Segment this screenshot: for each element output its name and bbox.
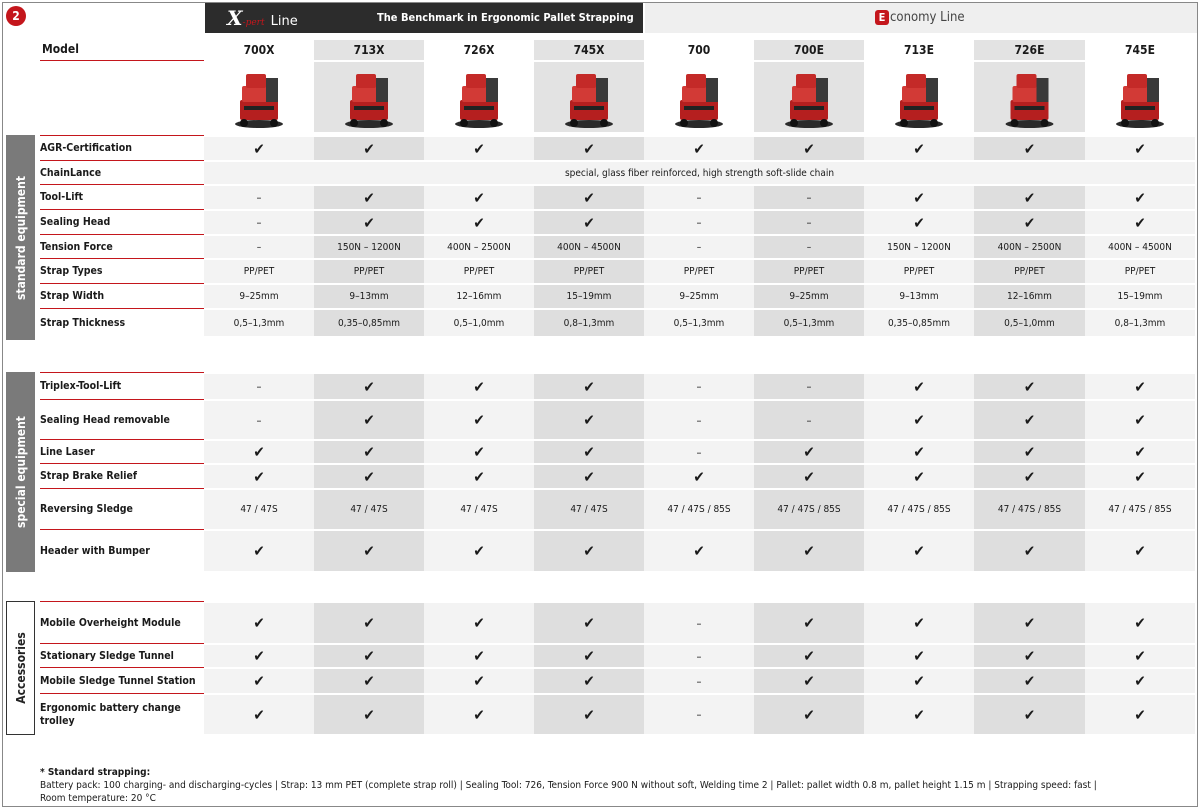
cell-triplex-tool-lift-726x: ✔: [424, 374, 534, 399]
xpert-logo-x: X: [227, 6, 243, 30]
row-rule: [40, 399, 204, 400]
cell-strap-width-700x: 9–25mm: [204, 285, 314, 308]
cell-agr-certification-745x: ✔: [534, 137, 644, 160]
cell-sealing-head-713e: ✔: [864, 211, 974, 234]
cell-triplex-tool-lift-700e: –: [754, 374, 864, 399]
cell-strap-brake-relief-700: ✔: [644, 465, 754, 488]
cell-tool-lift-700x: –: [204, 186, 314, 209]
cell-strap-width-745x: 15–19mm: [534, 285, 644, 308]
cell-tension-force-713e: 150N – 1200N: [864, 236, 974, 258]
row-rule: [40, 693, 204, 694]
row-label-chainlance: ChainLance: [40, 166, 102, 179]
cell-strap-thickness-745x: 0,8–1,3mm: [534, 310, 644, 336]
section-tab-label: special equipment: [13, 416, 28, 528]
cell-line-laser-700x: ✔: [204, 441, 314, 463]
machine-image-700x: [204, 62, 314, 132]
cell-mobile-sledge-tunnel-station-700: –: [644, 669, 754, 693]
row-rule: [40, 209, 204, 210]
cell-triplex-tool-lift-713e: ✔: [864, 374, 974, 399]
cell-stationary-sledge-tunnel-713x: ✔: [314, 645, 424, 667]
cell-header-with-bumper-745x: ✔: [534, 531, 644, 571]
cell-strap-thickness-700: 0,5–1,3mm: [644, 310, 754, 336]
cell-tool-lift-726e: ✔: [974, 186, 1085, 209]
economy-line-logo: [875, 10, 965, 25]
model-label: Model: [42, 42, 79, 56]
row-rule: [40, 308, 204, 309]
cell-strap-width-700: 9–25mm: [644, 285, 754, 308]
xpert-logo-line: Line: [270, 14, 298, 29]
cell-strap-types-726x: PP/PET: [424, 260, 534, 283]
cell-ergonomic-battery-change-trolley-745x: ✔: [534, 695, 644, 734]
cell-strap-brake-relief-745x: ✔: [534, 465, 644, 488]
cell-reversing-sledge-713e: 47 / 47S / 85S: [864, 490, 974, 529]
cell-strap-types-745e: PP/PET: [1085, 260, 1195, 283]
cell-triplex-tool-lift-700x: –: [204, 374, 314, 399]
section-tab-label: standard equipment: [13, 175, 28, 300]
row-rule: [40, 160, 204, 161]
cell-strap-width-726e: 12–16mm: [974, 285, 1085, 308]
cell-mobile-overheight-module-700: –: [644, 603, 754, 643]
cell-agr-certification-700x: ✔: [204, 137, 314, 160]
cell-mobile-sledge-tunnel-station-726x: ✔: [424, 669, 534, 693]
cell-strap-types-700: PP/PET: [644, 260, 754, 283]
cell-stationary-sledge-tunnel-745x: ✔: [534, 645, 644, 667]
cell-stationary-sledge-tunnel-700: –: [644, 645, 754, 667]
cell-tool-lift-745e: ✔: [1085, 186, 1195, 209]
row-label-strap-width: Strap Width: [40, 290, 105, 302]
cell-strap-types-700e: PP/PET: [754, 260, 864, 283]
cell-tool-lift-745x: ✔: [534, 186, 644, 209]
row-label-line-laser: Line Laser: [40, 445, 95, 458]
cell-sealing-head-removable-700e: –: [754, 401, 864, 439]
cell-strap-thickness-700e: 0,5–1,3mm: [754, 310, 864, 336]
model-header-745x: 745X: [534, 40, 644, 60]
cell-ergonomic-battery-change-trolley-700: –: [644, 695, 754, 734]
cell-strap-width-700e: 9–25mm: [754, 285, 864, 308]
model-header-700x: 700X: [243, 43, 275, 57]
cell-strap-brake-relief-745e: ✔: [1085, 465, 1195, 488]
cell-tension-force-700: –: [644, 236, 754, 258]
row-rule: [40, 463, 204, 464]
cell-mobile-sledge-tunnel-station-745e: ✔: [1085, 669, 1195, 693]
cell-mobile-overheight-module-700e: ✔: [754, 603, 864, 643]
cell-strap-width-713x: 9–13mm: [314, 285, 424, 308]
footnote-line-2: Room temperature: 20 °C: [40, 793, 156, 804]
row-label-reversing-sledge: Reversing Sledge: [40, 503, 133, 515]
economy-logo-text: conomy Line: [890, 10, 965, 25]
cell-strap-brake-relief-713x: ✔: [314, 465, 424, 488]
cell-agr-certification-745e: ✔: [1085, 137, 1195, 160]
cell-strap-types-713x: PP/PET: [314, 260, 424, 283]
cell-line-laser-745x: ✔: [534, 441, 644, 463]
cell-tension-force-726e: 400N – 2500N: [974, 236, 1085, 258]
machine-image-700: [644, 62, 754, 132]
cell-agr-certification-726x: ✔: [424, 137, 534, 160]
model-header-726x: 726X: [463, 43, 495, 57]
cell-mobile-sledge-tunnel-station-713x: ✔: [314, 669, 424, 693]
machine-image-700e: [754, 62, 864, 132]
economy-line-header: [645, 3, 1197, 33]
section-tab-standard-equipment: [6, 135, 35, 340]
cell-strap-thickness-726x: 0,5–1,0mm: [424, 310, 534, 336]
cell-strap-types-713e: PP/PET: [864, 260, 974, 283]
cell-stationary-sledge-tunnel-700x: ✔: [204, 645, 314, 667]
cell-header-with-bumper-745e: ✔: [1085, 531, 1195, 571]
model-header-726e: 726E: [974, 40, 1085, 60]
cell-tool-lift-700e: –: [754, 186, 864, 209]
machine-image-713x: [314, 62, 424, 132]
cell-header-with-bumper-726x: ✔: [424, 531, 534, 571]
cell-tool-lift-726x: ✔: [424, 186, 534, 209]
cell-tool-lift-713e: ✔: [864, 186, 974, 209]
row-rule: [40, 184, 204, 185]
row-rule: [40, 529, 204, 530]
cell-stationary-sledge-tunnel-700e: ✔: [754, 645, 864, 667]
cell-strap-types-700x: PP/PET: [204, 260, 314, 283]
cell-chainlance-all: special, glass fiber reinforced, high strength soft-slide chain: [564, 167, 835, 179]
cell-agr-certification-700e: ✔: [754, 137, 864, 160]
cell-stationary-sledge-tunnel-713e: ✔: [864, 645, 974, 667]
cell-mobile-overheight-module-745e: ✔: [1085, 603, 1195, 643]
row-label-strap-types: Strap Types: [40, 265, 103, 277]
cell-mobile-overheight-module-713x: ✔: [314, 603, 424, 643]
row-rule: [40, 135, 204, 136]
cell-strap-types-745x: PP/PET: [534, 260, 644, 283]
cell-sealing-head-removable-713x: ✔: [314, 401, 424, 439]
xpert-line-tagline: The Benchmark in Ergonomic Pallet Strapping: [377, 11, 634, 24]
cell-strap-brake-relief-700e: ✔: [754, 465, 864, 488]
cell-mobile-sledge-tunnel-station-726e: ✔: [974, 669, 1085, 693]
row-label-header-with-bumper: Header with Bumper: [40, 544, 150, 557]
cell-reversing-sledge-713x: 47 / 47S: [314, 490, 424, 529]
section-tab-accessories: [6, 601, 35, 735]
cell-sealing-head-removable-745e: ✔: [1085, 401, 1195, 439]
cell-line-laser-726e: ✔: [974, 441, 1085, 463]
cell-agr-certification-700: ✔: [644, 137, 754, 160]
row-label-strap-thickness: Strap Thickness: [40, 316, 126, 329]
machine-image-726x: [424, 62, 534, 132]
cell-mobile-overheight-module-726e: ✔: [974, 603, 1085, 643]
row-label-sealing-head-removable: Sealing Head removable: [40, 413, 170, 426]
cell-stationary-sledge-tunnel-726x: ✔: [424, 645, 534, 667]
row-rule: [40, 283, 204, 284]
row-label-strap-brake-relief: Strap Brake Relief: [40, 470, 137, 482]
row-label-mobile-sledge-tunnel-station: Mobile Sledge Tunnel Station: [40, 674, 196, 687]
xpert-line-header: [205, 3, 643, 33]
cell-strap-thickness-745e: 0,8–1,3mm: [1085, 310, 1195, 336]
page-number-badge: 2: [6, 6, 26, 26]
model-header-745e: 745E: [1125, 43, 1155, 57]
row-label-triplex-tool-lift: Triplex-Tool-Lift: [40, 380, 122, 392]
cell-sealing-head-726e: ✔: [974, 211, 1085, 234]
cell-strap-thickness-713e: 0,35–0,85mm: [864, 310, 974, 336]
model-header-700: 700: [687, 43, 711, 57]
cell-agr-certification-713e: ✔: [864, 137, 974, 160]
cell-sealing-head-removable-726x: ✔: [424, 401, 534, 439]
cell-line-laser-726x: ✔: [424, 441, 534, 463]
cell-strap-width-713e: 9–13mm: [864, 285, 974, 308]
row-rule: [40, 372, 204, 373]
cell-reversing-sledge-745e: 47 / 47S / 85S: [1085, 490, 1195, 529]
row-rule: [40, 258, 204, 259]
row-label-tension-force: Tension Force: [40, 240, 113, 253]
cell-line-laser-745e: ✔: [1085, 441, 1195, 463]
row-label-sealing-head: Sealing Head: [40, 216, 111, 228]
cell-sealing-head-713x: ✔: [314, 211, 424, 234]
machine-image-745x: [534, 62, 644, 132]
row-label-stationary-sledge-tunnel: Stationary Sledge Tunnel: [40, 649, 174, 662]
cell-strap-thickness-726e: 0,5–1,0mm: [974, 310, 1085, 336]
cell-strap-brake-relief-726x: ✔: [424, 465, 534, 488]
cell-triplex-tool-lift-726e: ✔: [974, 374, 1085, 399]
cell-ergonomic-battery-change-trolley-713e: ✔: [864, 695, 974, 734]
cell-ergonomic-battery-change-trolley-745e: ✔: [1085, 695, 1195, 734]
cell-tension-force-700e: –: [754, 236, 864, 258]
cell-sealing-head-745e: ✔: [1085, 211, 1195, 234]
machine-image-726e: [974, 62, 1085, 132]
section-tab-label: Accessories: [13, 632, 28, 704]
cell-triplex-tool-lift-713x: ✔: [314, 374, 424, 399]
cell-header-with-bumper-700x: ✔: [204, 531, 314, 571]
cell-triplex-tool-lift-745x: ✔: [534, 374, 644, 399]
cell-sealing-head-removable-700x: –: [204, 401, 314, 439]
cell-mobile-overheight-module-745x: ✔: [534, 603, 644, 643]
cell-tool-lift-713x: ✔: [314, 186, 424, 209]
cell-sealing-head-700x: –: [204, 211, 314, 234]
cell-reversing-sledge-700e: 47 / 47S / 85S: [754, 490, 864, 529]
cell-strap-thickness-700x: 0,5–1,3mm: [204, 310, 314, 336]
cell-header-with-bumper-700: ✔: [644, 531, 754, 571]
cell-line-laser-713e: ✔: [864, 441, 974, 463]
cell-strap-brake-relief-726e: ✔: [974, 465, 1085, 488]
cell-sealing-head-removable-700: –: [644, 401, 754, 439]
footnote-line-1: Battery pack: 100 charging- and discharging-cycles | Strap: 13 mm PET (complete strap roll) | Sealing Tool: 726, Tension Force 900 N without soft, Welding time 2 | Pallet: pallet width 0.8 m, pallet height 1.15 m | Strapping speed: fast |: [40, 780, 1097, 791]
footnote-heading: * Standard strapping:: [40, 767, 151, 778]
cell-agr-certification-726e: ✔: [974, 137, 1085, 160]
cell-ergonomic-battery-change-trolley-700x: ✔: [204, 695, 314, 734]
row-rule: [40, 439, 204, 440]
section-tab-special-equipment: [6, 372, 35, 572]
row-rule: [40, 643, 204, 644]
row-rule: [40, 234, 204, 235]
cell-sealing-head-726x: ✔: [424, 211, 534, 234]
machine-image-745e: [1085, 62, 1195, 132]
cell-sealing-head-removable-745x: ✔: [534, 401, 644, 439]
cell-line-laser-713x: ✔: [314, 441, 424, 463]
cell-triplex-tool-lift-700: –: [644, 374, 754, 399]
cell-tension-force-745x: 400N – 4500N: [534, 236, 644, 258]
cell-sealing-head-700: –: [644, 211, 754, 234]
cell-tension-force-713x: 150N – 1200N: [314, 236, 424, 258]
cell-strap-width-745e: 15–19mm: [1085, 285, 1195, 308]
economy-logo-e: E: [875, 10, 889, 25]
machine-image-713e: [864, 62, 974, 132]
cell-agr-certification-713x: ✔: [314, 137, 424, 160]
cell-reversing-sledge-745x: 47 / 47S: [534, 490, 644, 529]
cell-tension-force-726x: 400N – 2500N: [424, 236, 534, 258]
footnote: [40, 766, 1190, 805]
cell-sealing-head-700e: –: [754, 211, 864, 234]
cell-tension-force-745e: 400N – 4500N: [1085, 236, 1195, 258]
cell-stationary-sledge-tunnel-726e: ✔: [974, 645, 1085, 667]
cell-strap-width-726x: 12–16mm: [424, 285, 534, 308]
cell-triplex-tool-lift-745e: ✔: [1085, 374, 1195, 399]
cell-mobile-overheight-module-700x: ✔: [204, 603, 314, 643]
cell-sealing-head-removable-713e: ✔: [864, 401, 974, 439]
cell-strap-brake-relief-713e: ✔: [864, 465, 974, 488]
cell-mobile-overheight-module-713e: ✔: [864, 603, 974, 643]
cell-sealing-head-745x: ✔: [534, 211, 644, 234]
row-rule: [40, 601, 204, 602]
row-rule: [40, 667, 204, 668]
cell-strap-brake-relief-700x: ✔: [204, 465, 314, 488]
model-header-700e: 700E: [754, 40, 864, 60]
cell-strap-types-726e: PP/PET: [974, 260, 1085, 283]
cell-mobile-sledge-tunnel-station-713e: ✔: [864, 669, 974, 693]
cell-reversing-sledge-726x: 47 / 47S: [424, 490, 534, 529]
cell-reversing-sledge-700: 47 / 47S / 85S: [644, 490, 754, 529]
cell-ergonomic-battery-change-trolley-726x: ✔: [424, 695, 534, 734]
cell-reversing-sledge-726e: 47 / 47S / 85S: [974, 490, 1085, 529]
cell-header-with-bumper-700e: ✔: [754, 531, 864, 571]
cell-tension-force-700x: –: [204, 236, 314, 258]
row-label-agr-certification: AGR-Certification: [40, 142, 132, 154]
cell-header-with-bumper-713x: ✔: [314, 531, 424, 571]
row-label-mobile-overheight-module: Mobile Overheight Module: [40, 616, 181, 629]
row-label-ergonomic-battery-change-trolley: Ergonomic battery change trolley: [40, 701, 181, 727]
cell-tool-lift-700: –: [644, 186, 754, 209]
xpert-line-logo: [227, 6, 298, 30]
cell-sealing-head-removable-726e: ✔: [974, 401, 1085, 439]
cell-mobile-sledge-tunnel-station-700x: ✔: [204, 669, 314, 693]
cell-ergonomic-battery-change-trolley-700e: ✔: [754, 695, 864, 734]
cell-mobile-overheight-module-726x: ✔: [424, 603, 534, 643]
model-header-713e: 713E: [904, 43, 934, 57]
xpert-logo-sub: -pert: [242, 18, 265, 28]
row-rule: [40, 488, 204, 489]
cell-mobile-sledge-tunnel-station-745x: ✔: [534, 669, 644, 693]
model-rule: [40, 60, 204, 61]
cell-stationary-sledge-tunnel-745e: ✔: [1085, 645, 1195, 667]
cell-mobile-sledge-tunnel-station-700e: ✔: [754, 669, 864, 693]
model-header-713x: 713X: [314, 40, 424, 60]
cell-line-laser-700e: ✔: [754, 441, 864, 463]
cell-header-with-bumper-713e: ✔: [864, 531, 974, 571]
row-label-tool-lift: Tool-Lift: [40, 191, 84, 203]
cell-line-laser-700: –: [644, 441, 754, 463]
cell-ergonomic-battery-change-trolley-726e: ✔: [974, 695, 1085, 734]
cell-header-with-bumper-726e: ✔: [974, 531, 1085, 571]
cell-ergonomic-battery-change-trolley-713x: ✔: [314, 695, 424, 734]
cell-reversing-sledge-700x: 47 / 47S: [204, 490, 314, 529]
cell-strap-thickness-713x: 0,35–0,85mm: [314, 310, 424, 336]
